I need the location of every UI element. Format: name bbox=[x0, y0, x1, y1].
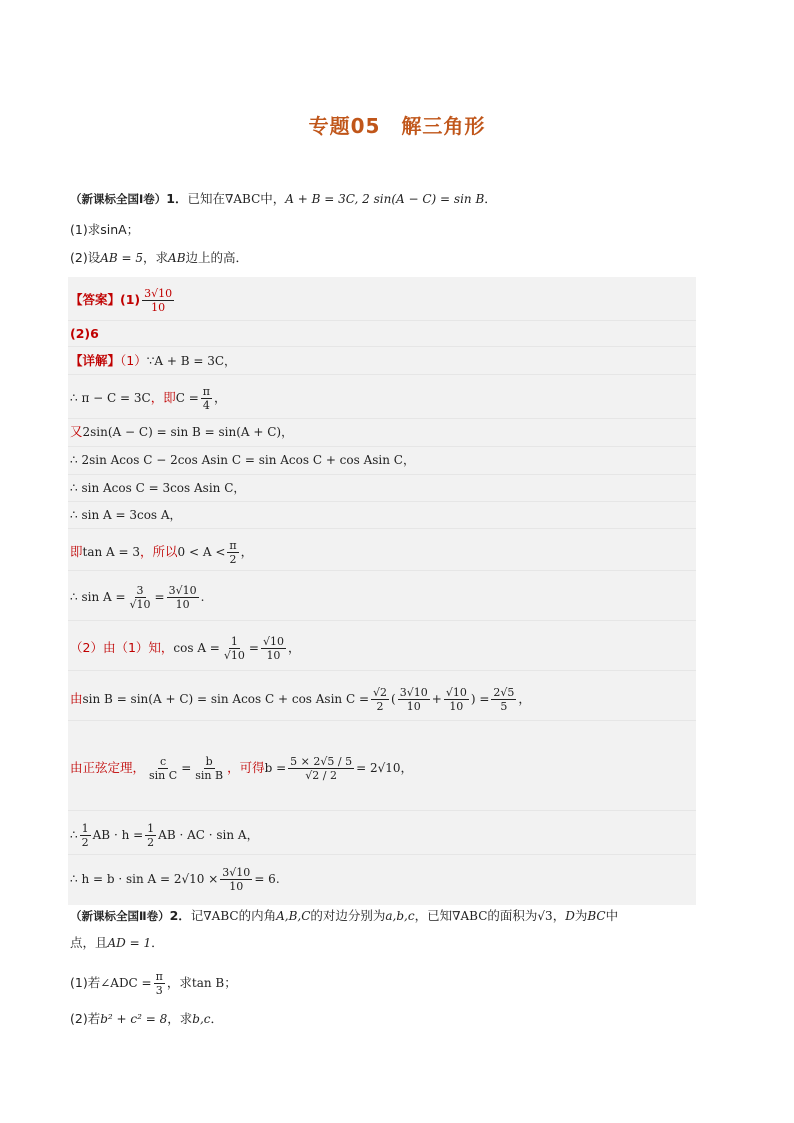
fraction-numerator: √2 bbox=[373, 686, 388, 699]
divider bbox=[68, 320, 696, 321]
detail-l7-math2: 0 < A < bbox=[177, 545, 226, 559]
q1-part2 bbox=[70, 249, 248, 267]
detail-l1-math: ∵A + B = 3C， bbox=[146, 354, 237, 368]
q2-ad: AD = 1 bbox=[107, 936, 152, 950]
therefore-sign: ∴ bbox=[70, 828, 78, 842]
answer-part1-fraction bbox=[142, 287, 174, 314]
fraction-denominator: √10 bbox=[223, 649, 245, 662]
detail-l7-text2: ，所以 bbox=[140, 544, 178, 559]
q2-angles: A,B,C bbox=[276, 909, 311, 923]
detail-label: 【详解】 bbox=[70, 353, 121, 368]
detail-l10-end: ， bbox=[518, 691, 531, 706]
q2-p2-suffix: ，求 bbox=[167, 1011, 193, 1026]
fraction-numerator: π bbox=[202, 385, 211, 398]
detail-line-4: ∴ 2sin Acos C − 2cos Asin C = sin Acos C + cos Asin C， bbox=[70, 453, 415, 467]
q2-part2 bbox=[70, 1010, 223, 1028]
q1-stem bbox=[70, 190, 497, 208]
detail-l7-text: 即 bbox=[70, 544, 83, 559]
divider bbox=[68, 528, 696, 529]
fraction-numerator: c bbox=[160, 755, 167, 768]
divider bbox=[68, 474, 696, 475]
q2-text: 中 bbox=[605, 908, 619, 923]
fraction-denominator: 10 bbox=[229, 880, 244, 893]
fraction-denominator: √10 bbox=[129, 598, 151, 611]
divider bbox=[68, 670, 696, 671]
detail-l2-end: ， bbox=[214, 390, 227, 405]
detail-l12-m1: AB · h = bbox=[92, 828, 144, 842]
q1-part2-math: AB = 5 bbox=[100, 251, 144, 265]
q2-text: 为 bbox=[574, 908, 588, 923]
answer-line bbox=[70, 287, 176, 314]
detail-l2-math: ∴ π − C = 3C bbox=[70, 391, 151, 405]
fraction-sqrt10-over-10 bbox=[261, 635, 286, 662]
q2-stem-cont bbox=[70, 934, 164, 952]
answer-part2: (2)6 bbox=[70, 326, 99, 341]
divider bbox=[68, 720, 696, 721]
detail-l7-math: tan A = 3 bbox=[82, 545, 141, 559]
q1-stem-end: ． bbox=[484, 191, 497, 206]
q1-triangle: ∇ABC bbox=[225, 192, 261, 206]
fraction-numerator: π bbox=[155, 970, 163, 983]
detail-line-3 bbox=[70, 423, 293, 441]
detail-line-9 bbox=[70, 635, 300, 662]
fraction-compound bbox=[288, 755, 354, 782]
q2-area: √3 bbox=[537, 909, 553, 923]
q2-part1 bbox=[70, 970, 237, 997]
detail-l3-math: 2sin(A − C) = sin B = sin(A + C)， bbox=[82, 425, 294, 439]
q1-condition: A + B = 3C, 2 sin(A − C) = sin B bbox=[285, 192, 485, 206]
fraction-numerator: 3 bbox=[136, 584, 144, 597]
fraction-numerator: 1 bbox=[230, 635, 238, 648]
fraction-2sqrt5-over-5 bbox=[491, 686, 516, 713]
fraction-denominator: sin B bbox=[195, 769, 224, 782]
answer-part1-prefix: (1) bbox=[120, 292, 141, 307]
fraction-numerator: 1 bbox=[81, 822, 89, 835]
q2-p1-suffix: ，求 bbox=[166, 975, 192, 990]
equals-sign: = bbox=[248, 641, 259, 655]
q1-number: 1． bbox=[166, 191, 188, 206]
detail-l10-math: sin B = sin(A + C) = sin Acos C + cos Asin C = bbox=[82, 692, 370, 706]
fraction-denominator: 10 bbox=[175, 598, 190, 611]
q2-p2-math: b² + c² = 8 bbox=[100, 1012, 168, 1026]
fraction-c-over-sinC bbox=[147, 755, 179, 782]
q2-p1-math: ∠ADC = bbox=[100, 976, 152, 990]
q1-part2-ab: AB bbox=[168, 251, 186, 265]
q1-source: （新课标全国Ⅰ卷） bbox=[70, 192, 167, 206]
q1-part2-suffix: ，求 bbox=[143, 250, 169, 265]
q2-p1-prefix: (1)若 bbox=[70, 975, 101, 990]
fraction-numerator: π bbox=[229, 539, 237, 552]
divider bbox=[68, 501, 696, 502]
fraction-3sqrt10-over-10 bbox=[167, 584, 199, 611]
q2-p2-end: ． bbox=[210, 1011, 223, 1026]
fraction-denominator: 4 bbox=[202, 399, 210, 412]
q2-triangle: ∇ABC bbox=[452, 909, 488, 923]
q2-triangle: ∇ABC bbox=[203, 909, 239, 923]
fraction-denominator: 2 bbox=[229, 553, 237, 566]
fraction-denominator: 3 bbox=[155, 984, 163, 997]
detail-l9-text: （2）由（1）知， bbox=[70, 640, 174, 655]
fraction-1-over-sqrt10 bbox=[222, 635, 247, 662]
divider bbox=[68, 374, 696, 375]
q2-text: 记 bbox=[190, 908, 204, 923]
fraction-denominator: 2 bbox=[147, 836, 155, 849]
fraction-3sqrt10-over-10 bbox=[398, 686, 430, 713]
detail-line-7 bbox=[70, 539, 253, 566]
detail-l2-math2: C = bbox=[175, 391, 199, 405]
detail-line-13 bbox=[70, 866, 280, 893]
detail-line-6: ∴ sin A = 3cos A， bbox=[70, 508, 182, 522]
detail-l11-math: b = bbox=[264, 761, 287, 775]
divider bbox=[68, 854, 696, 855]
q2-side-bc: BC bbox=[587, 909, 606, 923]
fraction-half bbox=[145, 822, 156, 849]
fraction-denominator: 5 bbox=[500, 700, 508, 713]
detail-l7-end: ， bbox=[240, 544, 254, 559]
fraction-denominator: 10 bbox=[406, 700, 421, 713]
equals-sign: = bbox=[181, 761, 192, 775]
fraction-numerator: b bbox=[205, 755, 213, 768]
page-title: 专题05 解三角形 bbox=[308, 114, 486, 138]
q2-text: ． bbox=[151, 935, 164, 950]
fraction-numerator: 3√10 bbox=[399, 686, 428, 699]
detail-line-8 bbox=[70, 584, 204, 611]
detail-l9-end: ， bbox=[287, 640, 301, 655]
q2-text: 的对边分别为 bbox=[310, 908, 386, 923]
detail-line-1 bbox=[70, 352, 236, 370]
detail-l11-text: 由正弦定理， bbox=[70, 760, 146, 775]
q2-text: 点，且 bbox=[70, 935, 108, 950]
divider bbox=[68, 446, 696, 447]
close-paren-equals: ) = bbox=[470, 692, 490, 706]
fraction-numerator: 3√10 bbox=[168, 584, 197, 597]
detail-l11-text2: ，可得 bbox=[227, 760, 265, 775]
q2-p2-prefix: (2)若 bbox=[70, 1011, 101, 1026]
divider bbox=[68, 620, 696, 621]
detail-line-10 bbox=[70, 686, 531, 713]
detail-l11-end: ， bbox=[400, 760, 414, 775]
fraction-denominator: 10 bbox=[449, 700, 464, 713]
fraction-sqrt2-over-2 bbox=[371, 686, 389, 713]
detail-l10-text: 由 bbox=[70, 691, 83, 706]
fraction-numerator: 5 × 2√5 / 5 bbox=[290, 755, 353, 768]
fraction-numerator: √10 bbox=[262, 635, 284, 648]
answer-label: 【答案】 bbox=[70, 292, 121, 307]
fraction-3sqrt10-over-10 bbox=[220, 866, 252, 893]
q1-part2-prefix: (2)设 bbox=[70, 250, 101, 265]
fraction-denominator: 2 bbox=[376, 700, 384, 713]
q2-p2-bc: b,c bbox=[192, 1012, 211, 1026]
detail-l1-prefix: （1） bbox=[120, 353, 147, 368]
q1-part2-end: 边上的高． bbox=[185, 250, 249, 265]
fraction-numerator: √10 bbox=[445, 686, 467, 699]
fraction-denominator: 10 bbox=[151, 301, 166, 314]
fraction-pi-3 bbox=[154, 970, 165, 997]
fraction-numerator: 2√5 bbox=[493, 686, 515, 699]
fraction-pi-2 bbox=[227, 539, 238, 566]
detail-l11-result: = 2√10 bbox=[356, 761, 401, 775]
q2-number: 2． bbox=[169, 908, 191, 923]
detail-l13-math: ∴ h = b · sin A = 2√10 × bbox=[70, 872, 219, 886]
q2-p1-tan: tan B bbox=[191, 976, 225, 990]
q2-p1-end: ； bbox=[224, 975, 237, 990]
equals-sign: = bbox=[154, 590, 165, 604]
fraction-denominator: 10 bbox=[266, 649, 281, 662]
fraction-denominator: 2 bbox=[81, 836, 89, 849]
detail-l8-math: ∴ sin A = bbox=[70, 590, 126, 604]
detail-l9-math: cos A = bbox=[173, 641, 220, 655]
fraction-denominator: √2 / 2 bbox=[305, 769, 337, 782]
fraction-numerator: 3√10 bbox=[222, 866, 251, 879]
detail-l8-end: . bbox=[200, 590, 205, 604]
q2-text: 的内角 bbox=[238, 908, 277, 923]
q2-sides: a,b,c bbox=[385, 909, 415, 923]
detail-line-12 bbox=[70, 822, 259, 849]
detail-l12-m2: AB · AC · sin A， bbox=[158, 828, 259, 842]
fraction-numerator: 1 bbox=[147, 822, 155, 835]
fraction-numerator: 3√10 bbox=[144, 287, 173, 300]
fraction-b-over-sinB bbox=[193, 755, 225, 782]
divider bbox=[68, 810, 696, 811]
fraction-half bbox=[80, 822, 91, 849]
q2-stem bbox=[70, 907, 618, 925]
divider bbox=[68, 570, 696, 571]
q2-text: ， bbox=[552, 908, 566, 923]
q2-text: 的面积为 bbox=[487, 908, 538, 923]
q1-part1: (1)求sinA； bbox=[70, 222, 140, 237]
fraction-denominator: sin C bbox=[149, 769, 178, 782]
q2-source: （新课标全国Ⅱ卷） bbox=[70, 909, 170, 923]
detail-l13-end: = 6. bbox=[254, 872, 280, 886]
plus-sign: + bbox=[431, 692, 442, 706]
fraction-pi-4 bbox=[201, 385, 212, 412]
detail-l2-text: ，即 bbox=[150, 390, 176, 405]
detail-line-2 bbox=[70, 385, 227, 412]
open-paren: ( bbox=[391, 692, 396, 706]
detail-line-5: ∴ sin Acos C = 3cos Asin C， bbox=[70, 481, 246, 495]
q2-point-d: D bbox=[565, 909, 575, 923]
q2-text: ，已知 bbox=[414, 908, 453, 923]
divider bbox=[68, 346, 696, 347]
q1-stem-mid: 中， bbox=[260, 191, 286, 206]
fraction-sqrt10-over-10 bbox=[444, 686, 469, 713]
q1-stem-prefix: 已知在 bbox=[187, 191, 225, 206]
detail-line-11 bbox=[70, 755, 413, 782]
fraction-3-over-sqrt10 bbox=[128, 584, 153, 611]
detail-l3-text: 又 bbox=[70, 424, 83, 439]
divider bbox=[68, 418, 696, 419]
